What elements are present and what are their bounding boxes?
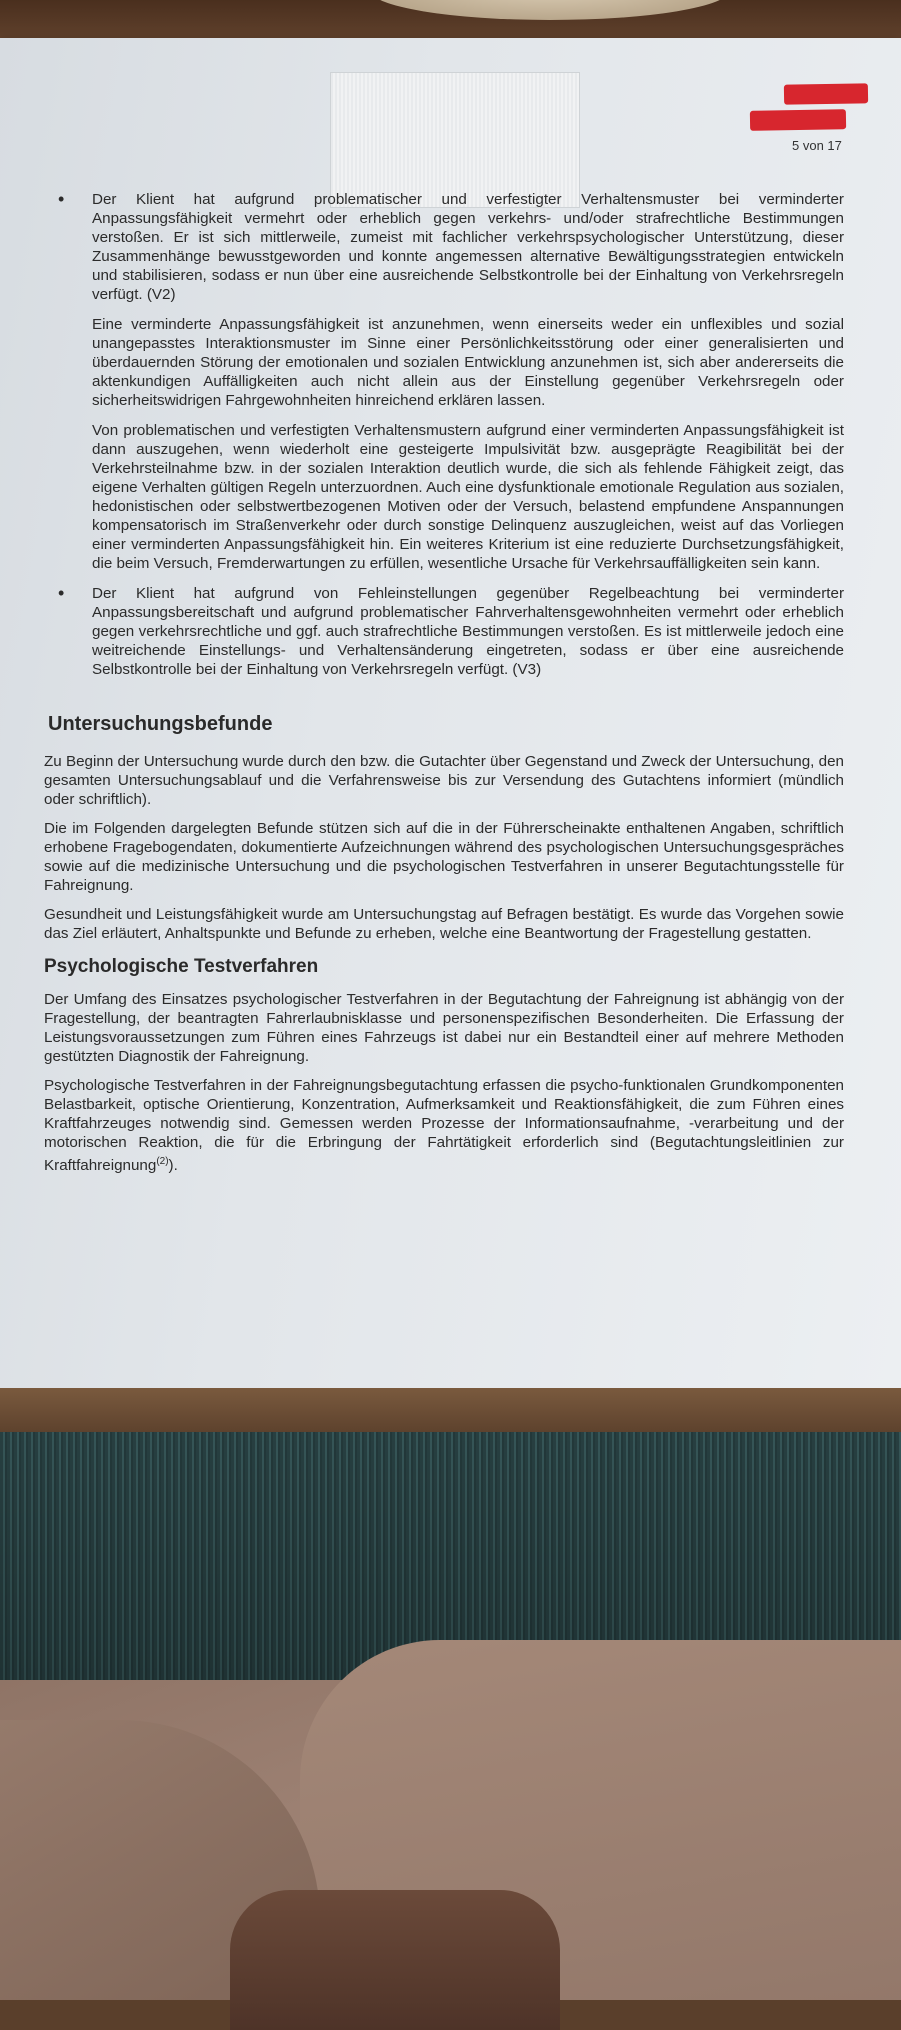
redaction-mark — [750, 109, 846, 131]
criterion-v2-explanation-2: Von problematischen und verfestigten Verhaltensmustern aufgrund einer verminderten Anpassungsfähigkeit ist dann auszugehen, wenn wiederholt eine gesteigerte Impulsivität bzw. ausgeprägte Reagibilität bei der Verkehrsteilnahme bzw. in der sozialen Interaktion deutlich wurde, die sich als fehlende Fähigkeit zeigt, das eigene Verhalten gültigen Regeln unterzuordnen. Auch eine dysfunktionale emotionale Regulation aus sozialen, hedonistischen oder selbstwertbezogenen Motiven oder der Versuch, belastend empfundene Anspannungen kompensatorisch im Straßenverkehr oder durch sonstige Delinquenz auszugleichen, weist auf das Vorliegen einer verminderten Anpassungsfähigkeit hin. Ein weiteres Kriterium ist eine reduzierte Durchsetzungsfähigkeit, die beim Versuch, Fremderwartungen zu erfüllen, wesentliche Ursache für Verkehrsauffälligkeiten sein kann. — [92, 422, 844, 572]
paragraph: Die im Folgenden dargelegten Befunde stützen sich auf die in der Führerscheinakte enthaltenen Angaben, schriftlich erhobene Fragebogendaten, dokumentierte Aufzeichnungen während des psychologischen Untersuchungsgespräches sowie auf die medizinische Untersuchung und die psychologischen Testverfahren in unserer Begutachtungsstelle für Fahreignung. — [44, 820, 844, 894]
paragraph: Der Umfang des Einsatzes psychologischer Testverfahren in der Begutachtung der Fahreignung ist abhängig von der Fragestellung, der beantragten Fahrerlaubnisklasse und personenspezifischen Besonderheiten. Die Erfassung der Leistungsvoraussetzungen zum Führen eines Fahrzeugs ist dabei nur ein Bestandteil einer auf mehrere Methoden gestützten Diagnostik der Fahreignung. — [44, 991, 844, 1065]
criterion-v2-explanation-1: Eine verminderte Anpassungsfähigkeit ist anzunehmen, wenn einerseits weder ein unflexibles und sozial unangepasstes Interaktionsmuster im Sinne einer Persönlichkeitsstörung oder einer generalisierten und überdauernden Störung der emotionalen und sozialen Entwicklung anzunehmen ist, sich aber andererseits die aktenkundigen Auffälligkeiten auch nicht allein aus der Einstellung gegenüber Verkehrsregeln oder sicherheitswidrigen Fahrgewohnheiten hinreichend erklären lassen. — [92, 316, 844, 409]
paragraph: Zu Beginn der Untersuchung wurde durch den bzw. die Gutachter über Gegenstand und Zweck der Untersuchung, den gesamten Untersuchungsablauf und die Verfahrensweise bis zur Versendung des Gutachtens informiert (mündlich oder schriftlich). — [44, 753, 844, 808]
paragraph-text: Psychologische Testverfahren in der Fahreignungsbegutachtung erfassen die psycho-funktionalen Grundkomponenten Belastbarkeit, optische Orientierung, Konzentration, Aufmerksamkeit und Reaktionsfähigkeit, die zum Führen eines Kraftfahrzeuges notwendig sind. Gemessen werden Prozesse der Informationsaufnahme, -verarbeitung und der motorischen Reaktion, die für die Erbringung der Fahrtätigkeit erforderlich sind (Begutachtungsleitlinien zur Kraftfahreignung — [44, 1077, 844, 1175]
section-heading-testverfahren: Psychologische Testverfahren — [44, 956, 319, 977]
paragraph: Gesundheit und Leistungsfähigkeit wurde am Untersuchungstag auf Befragen bestätigt. Es wurde das Vorgehen sowie das Ziel erläutert, Anhaltspunkte und Befunde zu erheben, welche eine Beantwortung der Fragestellung gestatten. — [44, 906, 844, 942]
document-content — [44, 190, 844, 1185]
criterion-v2: • Der Klient hat aufgrund problematischer und verfestigter Verhaltensmuster bei verminderter Anpassungsfähigkeit vermehrt oder erheblich gegen verkehrs- und/oder strafrechtliche Bestimmungen verstoßen. Er ist sich mittlerweile, zumeist mit fachlicher verkehrspsychologischer Unterstützung, dieser Zusammenhänge bewusstgeworden und konnte angemessen alternative Bewältigungsstrategien entwickeln und stabilisieren, sodass er nun über eine ausreichende Selbstkontrolle bei der Einhaltung von Verkehrsregeln verfügt. (V2) — [44, 190, 844, 304]
hand-shadow — [230, 1890, 560, 2030]
section-heading-untersuchungsbefunde: Untersuchungsbefunde — [48, 713, 273, 735]
redacted-logo-area — [330, 72, 580, 208]
redaction-mark — [784, 83, 868, 104]
footnote-ref: (2) — [156, 1156, 169, 1167]
paragraph — [44, 1076, 844, 1175]
page-number: 5 von 17 — [792, 138, 842, 153]
paragraph-end: ). — [168, 1157, 178, 1175]
criterion-v3: • Der Klient hat aufgrund von Fehleinstellungen gegenüber Regelbeachtung bei verminderter Anpassungsbereitschaft und aufgrund problematischer Fahrverhaltensgewohnheiten vermehrt oder erheblich gegen verkehrsrechtliche und ggf. auch strafrechtliche Bestimmungen verstoßen. Es ist mittlerweile jedoch eine weitreichende Einstellungs- und Verhaltensänderung eingetreten, sodass er über eine ausreichende Selbstkontrolle bei der Einhaltung von Verkehrsregeln verfügt. (V3) — [44, 584, 844, 679]
table-surface — [0, 1388, 901, 1438]
